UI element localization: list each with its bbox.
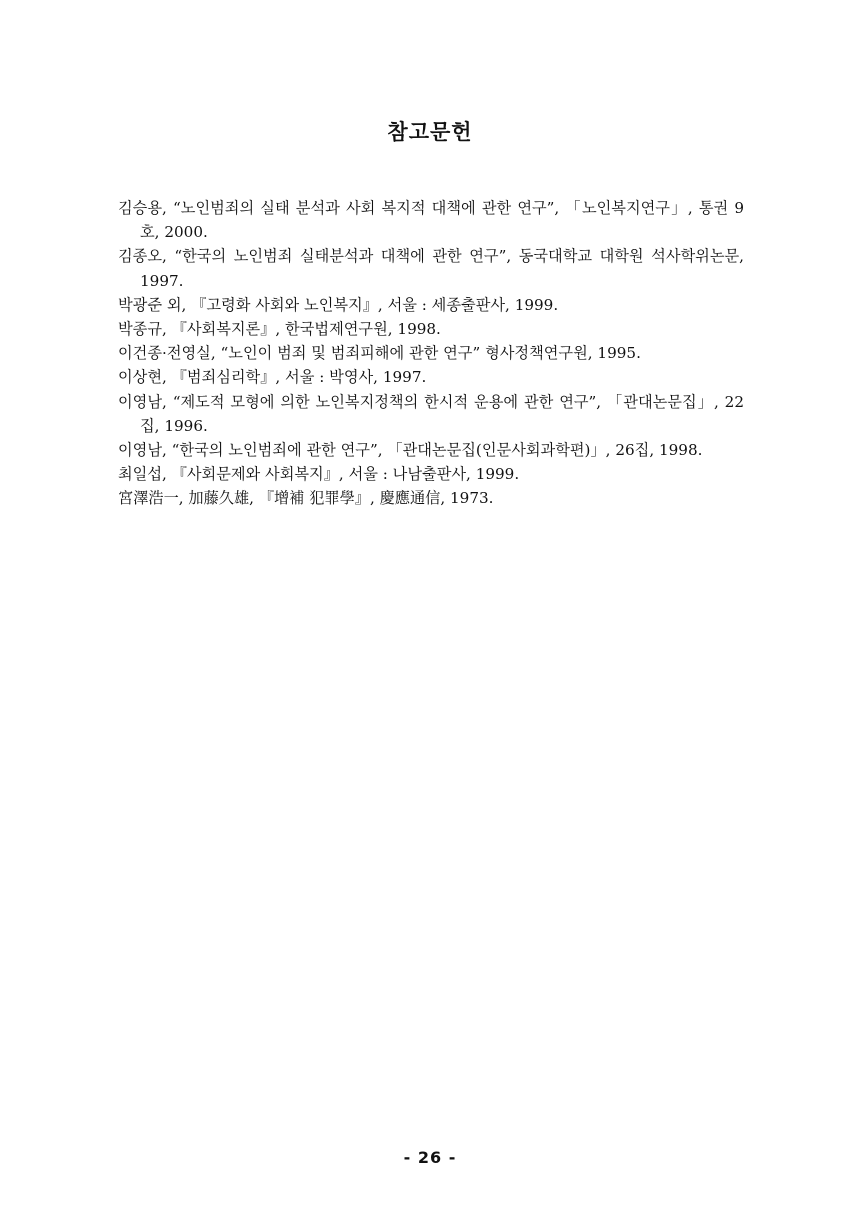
reference-item: 이건종·전영실, “노인이 범죄 및 범죄피해에 관한 연구” 형사정책연구원, 1995. xyxy=(118,344,641,363)
reference-item: 이상현, 『범죄심리학』, 서울 : 박영사, 1997. xyxy=(118,368,427,387)
reference-item: 박광준 외, 『고령화 사회와 노인복지』, 서울 : 세종출판사, 1999. xyxy=(118,295,559,314)
reference-item: 최일섭, 『사회문제와 사회복지』, 서울 : 나남출판사, 1999. xyxy=(118,465,520,484)
reference-list xyxy=(118,196,744,511)
reference-item: 이영남, “제도적 모형에 의한 노인복지정책의 한시적 운용에 관한 연구”, 「관대논문집」, 22집, 1996. xyxy=(118,392,744,435)
reference-item: 宮澤浩一, 加藤久雄, 『增補 犯罪學』, 慶應通信, 1973. xyxy=(118,489,494,508)
page-number: - 26 - xyxy=(403,1148,457,1167)
reference-item: 김종오, “한국의 노인범죄 실태분석과 대책에 관한 연구”, 동국대학교 대학원 석사학위논문, 1997. xyxy=(118,247,744,290)
reference-item: 김승용, “노인범죄의 실태 분석과 사회 복지적 대책에 관한 연구”, 「노인복지연구」, 통권 9호, 2000. xyxy=(118,199,744,242)
reference-item: 박종규, 『사회복지론』, 한국법제연구원, 1998. xyxy=(118,320,441,339)
reference-item: 이영남, “한국의 노인범죄에 관한 연구”, 「관대논문집(인문사회과학편)」, 26집, 1998. xyxy=(118,441,703,460)
page-title: 참고문헌 xyxy=(387,119,473,144)
